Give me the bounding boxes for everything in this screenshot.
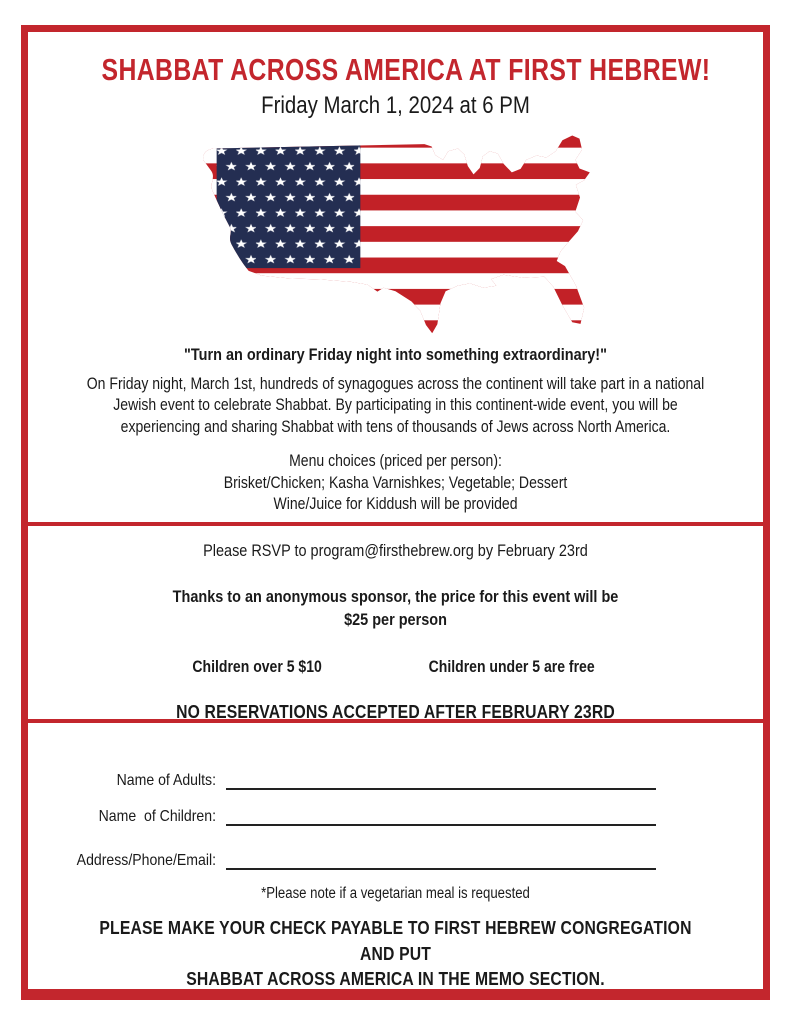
- sponsor-note: [28, 586, 763, 631]
- menu-section: [28, 451, 763, 515]
- event-date: Friday March 1, 2024 at 6 PM: [261, 92, 530, 119]
- name-of-children-field[interactable]: [226, 801, 656, 826]
- section-bottom: [28, 723, 763, 989]
- name-of-adults-label: Name of Adults:: [116, 772, 216, 789]
- event-description: On Friday night, March 1st, hundreds of synagogues across the continent will take part in a national Jewish event to celebrate Shabbat. By participating in this continent-wide event, you will be experiencing and sharing Shabbat with tens of thousands of Jews across North America.: [86, 375, 705, 436]
- form-row-address: [28, 847, 763, 870]
- name-of-adults-field[interactable]: [226, 765, 656, 790]
- no-reservations-notice: NO RESERVATIONS ACCEPTED AFTER FEBRUARY 23RD: [176, 701, 615, 719]
- section-top: [28, 32, 763, 522]
- address-phone-email-label: Address/Phone/Email:: [76, 852, 216, 869]
- event-quote: "Turn an ordinary Friday night into something extraordinary!": [184, 345, 607, 364]
- menu-choices-line: Brisket/Chicken; Kasha Varnishkes; Vegetable; Dessert: [223, 473, 568, 492]
- rsvp-form: [28, 767, 763, 870]
- menu-heading: Menu choices (priced per person):: [289, 452, 502, 471]
- rsvp-line: Please RSVP to program@firsthebrew.org by February 23rd: [203, 541, 588, 560]
- sponsor-line: Thanks to an anonymous sponsor, the price for this event will be: [172, 587, 619, 606]
- usa-flag-map-image: [28, 130, 763, 338]
- form-row-adults: [28, 767, 763, 790]
- check-payable-notice: [28, 915, 763, 989]
- address-phone-email-field[interactable]: [226, 845, 656, 870]
- children-over-5-price: Children over 5 $10: [192, 658, 323, 677]
- check-payable-line-2: SHABBAT ACROSS AMERICA IN THE MEMO SECTION.: [186, 968, 605, 989]
- form-row-children: [28, 803, 763, 826]
- check-payable-line-1: PLEASE MAKE YOUR CHECK PAYABLE TO FIRST HEBREW CONGREGATION AND PUT: [99, 917, 692, 964]
- children-under-5-price: Children under 5 are free: [429, 658, 596, 677]
- children-pricing-row: [28, 658, 763, 677]
- name-of-children-label: Name of Children:: [98, 808, 216, 825]
- menu-kiddush-line: Wine/Juice for Kiddush will be provided: [273, 495, 518, 514]
- section-middle: [28, 526, 763, 719]
- price-line: $25 per person: [344, 609, 447, 629]
- flyer-frame: [21, 25, 770, 1000]
- event-title: SHABBAT ACROSS AMERICA AT FIRST HEBREW!: [101, 52, 711, 87]
- vegetarian-note: *Please note if a vegetarian meal is requested: [261, 885, 530, 902]
